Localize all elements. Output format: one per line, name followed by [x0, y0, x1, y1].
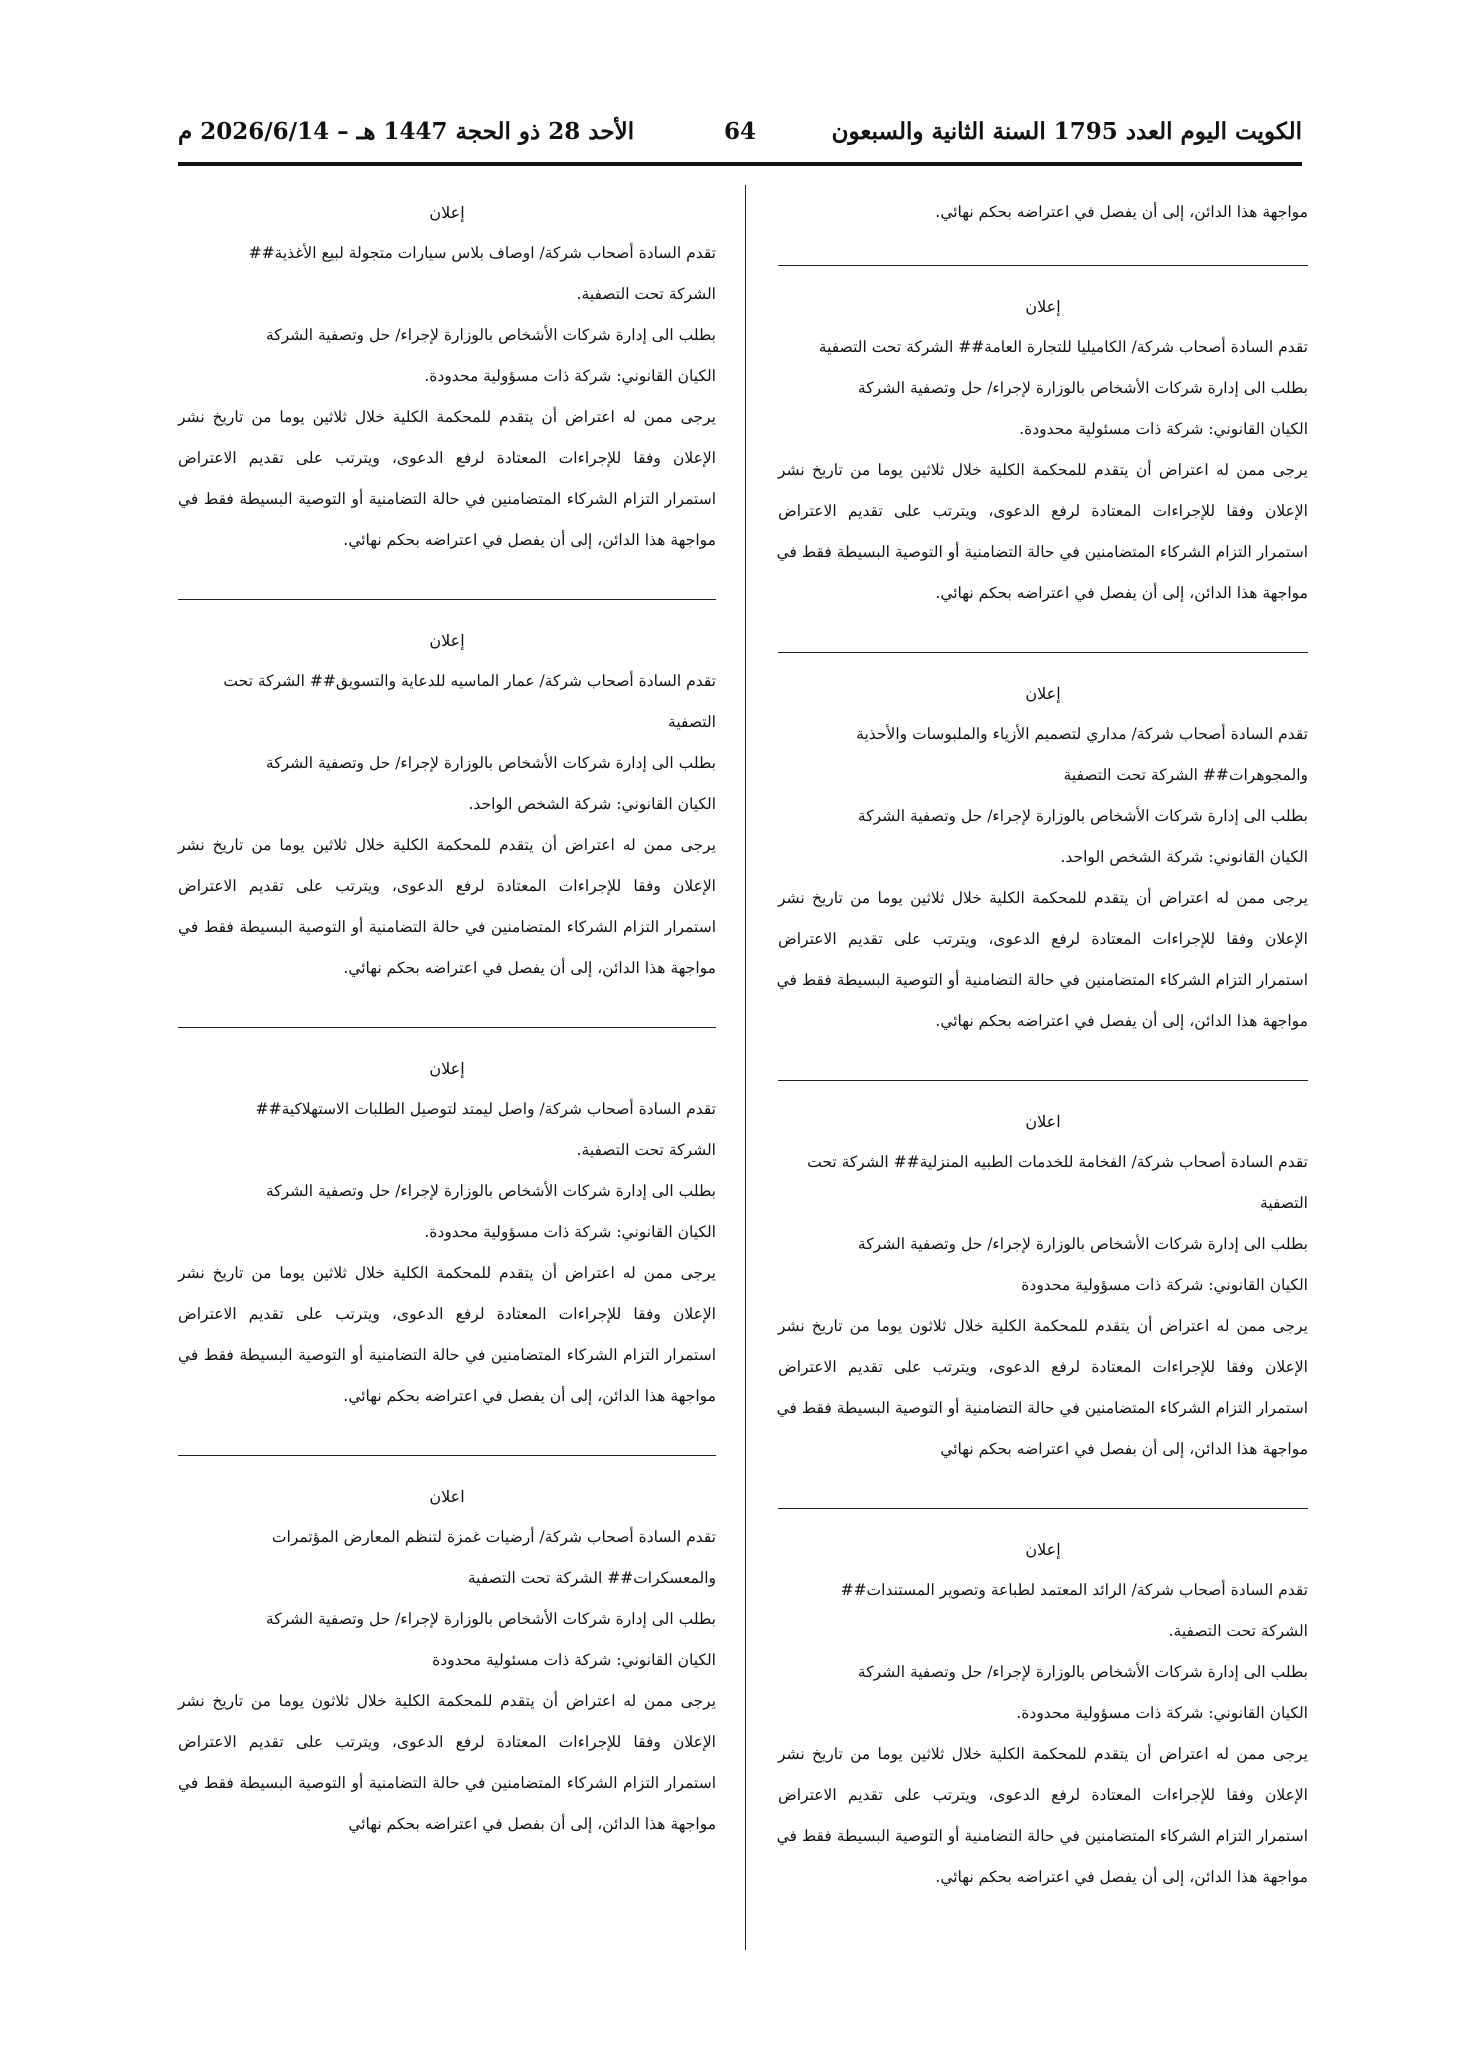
notice-line: يرجى ممن له اعتراض أن يتقدم للمحكمة الكلية خلال ثلاثين يوما من تاريخ نشر: [778, 1745, 1308, 1763]
notice-line: مواجهة هذا الدائن، إلى أن بفصل في اعتراضه بحكم نهائي: [348, 1815, 716, 1833]
notice-line: استمرار التزام الشركاء المتضامنين في حالة التضامنية أو التوصية البسيطة فقط في: [776, 543, 1308, 561]
notice-line: الإعلان وفقا للإجراءات المعتادة لرفع الدعوى، ويترتب على تقديم الاعتراض: [778, 1786, 1308, 1804]
notice-title: إعلان: [1025, 297, 1061, 316]
notice-line: بطلب الى إدارة شركات الأشخاص بالوزارة لإجراء/ حل وتصفية الشركة: [265, 754, 716, 772]
notice-line: استمرار التزام الشركاء المتضامنين في حالة التضامنية أو التوصية البسيطة فقط في: [178, 1774, 716, 1792]
notice-line: مواجهة هذا الدائن، إلى أن يفصل في اعتراضه بحكم نهائي.: [935, 1868, 1308, 1886]
notice: [178, 192, 716, 561]
notice-line: التصفية: [1260, 1194, 1308, 1212]
right-column: [778, 192, 1308, 1936]
notice-line: تقدم السادة أصحاب شركة/ الفخامة للخدمات الطبيه المنزلية## الشركة تحت: [807, 1153, 1308, 1171]
notice-line: تقدم السادة أصحاب شركة/ عمار الماسيه للدعاية والتسويق## الشركة تحت: [223, 672, 716, 690]
notice-line: الكيان القانوني: شركة ذات مسؤولية محدودة: [1021, 1276, 1308, 1294]
notice-line: التصفية: [668, 713, 716, 731]
notice-line: الإعلان وفقا للإجراءات المعتادة لرفع الدعوى، ويترتب على تقديم الاعتراض: [778, 502, 1308, 520]
notice-line: الكيان القانوني: شركة الشخص الواحد.: [468, 795, 716, 813]
notice-line: يرجى ممن له اعتراض أن يتقدم للمحكمة الكلية خلال ثلاثون يوما من تاريخ نشر: [778, 1317, 1308, 1335]
notice-line: بطلب الى إدارة شركات الأشخاص بالوزارة لإجراء/ حل وتصفية الشركة: [857, 1235, 1308, 1253]
notice-line: الإعلان وفقا للإجراءات المعتادة لرفع الدعوى، ويترتب على تقديم الاعتراض: [778, 930, 1308, 948]
notice-line: تقدم السادة أصحاب شركة/ مداري لتصميم الأزياء والملبوسات والأحذية: [856, 725, 1308, 743]
notice-line: الإعلان وفقا للإجراءات المعتادة لرفع الدعوى، ويترتب على تقديم الاعتراض: [778, 1358, 1308, 1376]
notice-title: إعلان: [429, 1059, 465, 1078]
notice: [778, 1101, 1308, 1470]
notice: [178, 1476, 716, 1845]
notice-line: والمعسكرات## الشركة تحت التصفية: [467, 1569, 716, 1587]
notice-line: بطلب الى إدارة شركات الأشخاص بالوزارة لإجراء/ حل وتصفية الشركة: [265, 1182, 716, 1200]
notice-title: اعلان: [429, 1487, 465, 1506]
notice-line: الشركة تحت التصفية.: [1168, 1622, 1308, 1640]
notice-line: بطلب الى إدارة شركات الأشخاص بالوزارة لإجراء/ حل وتصفية الشركة: [857, 1663, 1308, 1681]
notice-line: الكيان القانوني: شركة ذات مسئولية محدودة.: [1019, 420, 1308, 438]
notice-line: استمرار التزام الشركاء المتضامنين في حالة التضامنية أو التوصية البسيطة فقط في: [178, 1346, 716, 1364]
notice-line: الكيان القانوني: شركة ذات مسؤولية محدودة.: [1016, 1704, 1308, 1722]
page-header: [178, 118, 1302, 158]
notice-title: إعلان: [1025, 1540, 1061, 1559]
notice-line: بطلب الى إدارة شركات الأشخاص بالوزارة لإجراء/ حل وتصفية الشركة: [857, 379, 1308, 397]
header-issue-info: الكويت اليوم العدد 1795 السنة الثانية والسبعون: [831, 118, 1302, 145]
notice-line: بطلب الى إدارة شركات الأشخاص بالوزارة لإجراء/ حل وتصفية الشركة: [265, 1610, 716, 1628]
notice-line: استمرار التزام الشركاء المتضامنين في حالة التضامنية أو التوصية البسيطة فقط في: [776, 971, 1308, 989]
column-divider: [745, 185, 746, 1950]
header-rule: [178, 162, 1302, 166]
notice-line: الإعلان وفقا للإجراءات المعتادة لرفع الدعوى، ويترتب على تقديم الاعتراض: [178, 1305, 716, 1323]
notice-line: يرجى ممن له اعتراض أن يتقدم للمحكمة الكلية خلال ثلاثين يوما من تاريخ نشر: [178, 408, 716, 426]
notice-line: تقدم السادة أصحاب شركة/ اوصاف بلاس سيارات متجولة لبيع الأغذية##: [248, 244, 716, 262]
notice-title: إعلان: [429, 631, 465, 650]
notice-line: مواجهة هذا الدائن، إلى أن يفصل في اعتراضه بحكم نهائي.: [343, 531, 716, 549]
notice-line: يرجى ممن له اعتراض أن يتقدم للمحكمة الكلية خلال ثلاثون يوما من تاريخ نشر: [178, 1692, 717, 1710]
notice-title: إعلان: [1025, 684, 1061, 703]
notice-line: الشركة تحت التصفية.: [576, 1141, 716, 1159]
notice-line: استمرار التزام الشركاء المتضامنين في حالة التضامنية أو التوصية البسيطة فقط في: [178, 918, 716, 936]
notice-line: الكيان القانوني: شركة ذات مسئولية محدودة: [432, 1651, 716, 1669]
notice-line: مواجهة هذا الدائن، إلى أن يفصل في اعتراضه بحكم نهائي.: [935, 1012, 1308, 1030]
notice: [178, 1048, 716, 1417]
notice-line: استمرار التزام الشركاء المتضامنين في حالة التضامنية أو التوصية البسيطة فقط في: [776, 1399, 1308, 1417]
carryover-line: مواجهة هذا الدائن، إلى أن يفصل في اعتراضه بحكم نهائي.: [935, 203, 1308, 221]
notice-line: والمجوهرات## الشركة تحت التصفية: [1063, 766, 1308, 784]
notice-line: تقدم السادة أصحاب شركة/ أرضيات غمزة لتنظم المعارض المؤتمرات: [271, 1528, 716, 1546]
notice-title: إعلان: [429, 203, 465, 222]
notice-line: يرجى ممن له اعتراض أن يتقدم للمحكمة الكلية خلال ثلاثين يوما من تاريخ نشر: [778, 889, 1308, 907]
left-column: [178, 192, 716, 1883]
header-date: الأحد 28 ذو الحجة 1447 هـ – 2026/6/14 م: [178, 118, 635, 145]
notice-line: بطلب الى إدارة شركات الأشخاص بالوزارة لإجراء/ حل وتصفية الشركة: [857, 807, 1308, 825]
notice-line: تقدم السادة أصحاب شركة/ الرائد المعتمد لطباعة وتصوير المستندات##: [840, 1581, 1308, 1599]
notice-line: مواجهة هذا الدائن، إلى أن يفصل في اعتراضه بحكم نهائي.: [343, 959, 716, 977]
notice-line: استمرار التزام الشركاء المتضامنين في حالة التضامنية أو التوصية البسيطة فقط في: [178, 490, 716, 508]
notice-line: مواجهة هذا الدائن، إلى أن يفصل في اعتراضه بحكم نهائي.: [935, 584, 1308, 602]
notice-line: استمرار التزام الشركاء المتضامنين في حالة التضامنية أو التوصية البسيطة فقط في: [776, 1827, 1308, 1845]
notice: [778, 286, 1308, 614]
notice-title: اعلان: [1025, 1112, 1061, 1131]
notice-line: الكيان القانوني: شركة ذات مسؤولية محدودة.: [424, 1223, 716, 1241]
page-number: 64: [723, 118, 756, 145]
notice-line: تقدم السادة أصحاب شركة/ الكاميليا للتجارة العامة## الشركة تحت التصفية: [818, 338, 1308, 356]
notice-line: مواجهة هذا الدائن، إلى أن بفصل في اعتراضه بحكم نهائي: [940, 1440, 1308, 1458]
notice-line: الإعلان وفقا للإجراءات المعتادة لرفع الدعوى، ويترتب على تقديم الاعتراض: [178, 449, 716, 467]
notice-line: الإعلان وفقا للإجراءات المعتادة لرفع الدعوى، ويترتب على تقديم الاعتراض: [178, 1733, 716, 1751]
notice-line: الكيان القانوني: شركة ذات مسؤولية محدودة.: [424, 367, 716, 385]
notice: [178, 620, 716, 989]
notice-line: يرجى ممن له اعتراض أن يتقدم للمحكمة الكلية خلال ثلاثين يوما من تاريخ نشر: [778, 461, 1308, 479]
notice-line: يرجى ممن له اعتراض أن يتقدم للمحكمة الكلية خلال ثلاثين يوما من تاريخ نشر: [178, 1264, 716, 1282]
notice-line: يرجى ممن له اعتراض أن يتقدم للمحكمة الكلية خلال ثلاثين يوما من تاريخ نشر: [178, 836, 716, 854]
notice-line: الإعلان وفقا للإجراءات المعتادة لرفع الدعوى، ويترتب على تقديم الاعتراض: [178, 877, 716, 895]
notice: [778, 673, 1308, 1042]
notice-line: الكيان القانوني: شركة الشخص الواحد.: [1060, 848, 1308, 866]
notice: [778, 1529, 1308, 1898]
notice-line: تقدم السادة أصحاب شركة/ واصل ليمتد لتوصيل الطلبات الاستهلاكية##: [255, 1100, 716, 1118]
notice-line: بطلب الى إدارة شركات الأشخاص بالوزارة لإجراء/ حل وتصفية الشركة: [265, 326, 716, 344]
notice-line: الشركة تحت التصفية.: [576, 285, 716, 303]
notice-line: مواجهة هذا الدائن، إلى أن يفصل في اعتراضه بحكم نهائي.: [343, 1387, 716, 1405]
